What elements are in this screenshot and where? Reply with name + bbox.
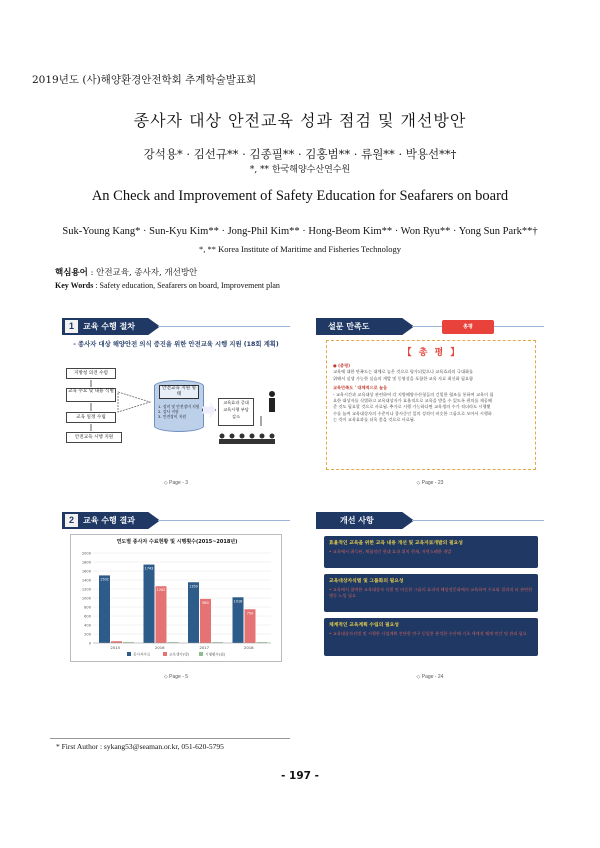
improvement-heading: 효율적인 교육을 위한 교육 내용 개선 및 교육자료개발의 필요성 bbox=[329, 541, 463, 546]
data-label: 1350 bbox=[189, 584, 198, 589]
slide-title: 교육 수행 결과 bbox=[83, 516, 135, 525]
slide-page: ◇ Page - 23 bbox=[416, 480, 444, 486]
survey-line: - 교육시간과 교육대상 관련하여 각 지방해양수산청들의 긴밀한 협조를 통하여 교육이 필 bbox=[333, 391, 494, 397]
support-title: 안전교육 지원 형태 bbox=[159, 385, 199, 399]
y-tick-label: 800 bbox=[84, 605, 91, 610]
slide-number: 1 bbox=[65, 320, 78, 333]
improvement-text: • 교육에서 참여한 교육대상자 식별 및 비슷한 그룹의 효과적 해당전문화에서 교육하여 수요와 결과적 더 관련한 행동 느낌 필요 bbox=[329, 587, 533, 598]
authors-english: Suk-Young Kang* · Sun-Kyu Kim** · Jong-Phil Kim** · Hong-Beom Kim** · Won Ryu** · Yong Sun Park**† bbox=[62, 226, 538, 237]
header-rule bbox=[158, 520, 290, 521]
keywords-korean-text: : 안전교육, 종사자, 개선방안 bbox=[90, 268, 198, 278]
survey-text bbox=[333, 363, 533, 424]
data-label: 750 bbox=[246, 611, 254, 616]
results-chart bbox=[70, 534, 282, 662]
flow-step: 교육 일정 수립 bbox=[66, 412, 116, 423]
chart-title: 연도별 종사자 수료현황 및 시행횟수(2015~2018년) bbox=[116, 539, 238, 545]
survey-panel bbox=[326, 340, 536, 470]
support-items bbox=[158, 404, 204, 419]
survey-line: 는 것이 교육효과를 더욱 좋을 것으로 사료됨. bbox=[333, 417, 416, 423]
slide-header bbox=[316, 318, 544, 335]
y-tick-label: 1000 bbox=[81, 596, 91, 601]
keywords-english-label: Key Words bbox=[55, 281, 94, 290]
improvement-block bbox=[324, 536, 538, 568]
support-item: 1. 장비 및 안전장비 지원 bbox=[158, 404, 200, 409]
support-item: 2. 강사 지원 bbox=[158, 409, 179, 414]
survey-tab: 총평 bbox=[442, 320, 494, 334]
affiliation-english: *, ** Korea Institute of Maritime and Fisheries Technology bbox=[198, 244, 402, 254]
improvement-text: • 교육에서 취득된, 체험적인 현대 효과 위치 현재, 자연스레한 개발 bbox=[329, 549, 452, 554]
data-label: 1502 bbox=[100, 577, 109, 582]
slide-header bbox=[316, 512, 544, 529]
legend-label: 교육생수(명) bbox=[169, 652, 190, 657]
authors-korean: 강석용* · 김선규** · 김종필** · 김홍범** · 류원** · 박용선**† bbox=[143, 147, 457, 161]
bar bbox=[144, 565, 155, 643]
conference-header: 2019년도 (사)해양환경안전학회 추계학술발표회 bbox=[32, 74, 257, 86]
y-tick-label: 400 bbox=[84, 623, 91, 628]
keywords-korean-label: 핵심용어 bbox=[55, 268, 88, 278]
survey-line: ● (총평) bbox=[333, 363, 351, 368]
legend-swatch bbox=[127, 652, 131, 656]
bar bbox=[156, 586, 167, 643]
bar bbox=[111, 641, 122, 643]
y-tick-label: 2000 bbox=[81, 551, 91, 556]
bar bbox=[233, 597, 244, 643]
result-line: 교육시행 부담 bbox=[223, 407, 249, 412]
bar bbox=[188, 582, 199, 643]
legend-swatch bbox=[199, 652, 203, 656]
slide-page: ◇ Page - 3 bbox=[163, 480, 189, 486]
affiliation-korean: *, ** 한국해양수산연수원 bbox=[249, 165, 351, 175]
legend-label: 종사자수료 bbox=[133, 652, 151, 657]
result-line: 감소 bbox=[231, 414, 241, 419]
data-label: 1016 bbox=[233, 599, 243, 604]
data-label: 1743 bbox=[144, 566, 154, 571]
slide-page: ◇ Page - 24 bbox=[416, 674, 444, 680]
slide-number: 2 bbox=[65, 514, 78, 527]
y-tick-label: 1400 bbox=[81, 578, 91, 583]
y-tick-label: 0 bbox=[88, 641, 91, 646]
y-tick-label: 1600 bbox=[81, 569, 91, 574]
bar bbox=[99, 575, 110, 643]
slide-title: 설문 만족도 bbox=[328, 322, 370, 331]
survey-line: 요한 대상자를 식별하고 교육대상자가 효율적으로 교육을 받을 수 있도록 편의를 제공해 bbox=[333, 398, 492, 404]
chart-plot bbox=[71, 535, 283, 663]
footnote-divider bbox=[50, 738, 290, 739]
page-number: - 197 - bbox=[281, 770, 319, 782]
improvement-heading: 체계적인 교육계획 수립의 필요성 bbox=[329, 623, 399, 628]
survey-line: 위해서 실생 가능한 실습의 개발 및 동영상을 포함한 교육 자료 최신화 필요함 bbox=[333, 375, 474, 381]
improvement-block bbox=[324, 618, 538, 656]
survey-line: 수를 늘여 교육대상자의 수준이나 종사중인 일의 성격이 비슷한 그룹으로 모아서 시행하 bbox=[333, 410, 492, 416]
slide-improvements bbox=[316, 512, 544, 680]
flow-step: 지방청 의견 수렴 bbox=[66, 368, 116, 379]
slide-title: 교육 수행 절차 bbox=[83, 322, 135, 331]
keywords-english bbox=[55, 281, 280, 290]
slide-subtitle: - 종사자 대상 해양안전 의식 증진을 위한 안전교육 시행 지원 (18회 계획) bbox=[73, 341, 279, 348]
legend-swatch bbox=[163, 652, 167, 656]
legend-label: 시행횟수(회) bbox=[205, 652, 226, 657]
support-item: 3. 안전장비 지원 bbox=[158, 414, 187, 419]
x-tick-label: 2016 bbox=[154, 645, 165, 650]
flow-step: 안전교육 시행 지원 bbox=[66, 432, 122, 443]
y-tick-label: 600 bbox=[84, 614, 91, 619]
slide-header bbox=[62, 512, 290, 529]
header-rule bbox=[412, 520, 544, 521]
result-box bbox=[218, 398, 254, 426]
slide-page: ◇ Page - 5 bbox=[163, 674, 189, 680]
improvement-block bbox=[324, 574, 538, 612]
title-korean: 종사자 대상 안전교육 성과 점검 및 개선방안 bbox=[133, 111, 467, 130]
survey-line: 준 것도 필요할 것으로 사료됨. 추가로 시행 가능하다면 교육생의 수가 적더라도 시행횟 bbox=[333, 404, 491, 410]
y-tick-label: 1800 bbox=[81, 560, 91, 565]
survey-line: 교육만족도 ' 대체적으로 높음 bbox=[333, 385, 388, 391]
survey-line: 교육에 대한 만족도는 대체로 높은 것으로 평가되었으나 교육효과의 극대화를 bbox=[333, 369, 474, 375]
result-line: 교육효과 증대 bbox=[223, 400, 249, 405]
y-tick-label: 200 bbox=[84, 632, 91, 637]
survey-heading: 【 총 평 】 bbox=[402, 348, 462, 358]
data-label: 980 bbox=[202, 600, 209, 605]
x-tick-label: 2017 bbox=[199, 645, 210, 650]
improvement-text: • 교육대상자선별 및 시행한 사업계획 간단한 연구 동일한 분석한 수산에 기초 세계적 체계 연간 및 관리 필요 bbox=[329, 631, 527, 636]
x-tick-label: 2018 bbox=[243, 645, 254, 650]
title-english: An Check and Improvement of Safety Education for Seafarers on board bbox=[91, 188, 509, 204]
slide-results bbox=[62, 512, 290, 680]
flow-step: 교육 수요 및 내용 식별 bbox=[66, 388, 116, 402]
keywords-english-text: : Safety education, Seafarers on board, Improvement plan bbox=[95, 281, 280, 290]
improvement-heading: 교육대상자식별 및 그룹화의 필요성 bbox=[329, 579, 404, 584]
x-tick-label: 2015 bbox=[110, 645, 121, 650]
footnote: * First Author : sykang53@seaman.or.kr, 051-620-5795 bbox=[56, 742, 224, 751]
keywords-korean bbox=[55, 266, 197, 278]
slide-procedure bbox=[62, 318, 290, 486]
slide-survey bbox=[316, 318, 544, 486]
y-tick-label: 1200 bbox=[81, 587, 91, 592]
bar bbox=[200, 599, 211, 643]
data-label: 1262 bbox=[156, 588, 166, 593]
slide-title: 개선 사항 bbox=[340, 516, 374, 525]
